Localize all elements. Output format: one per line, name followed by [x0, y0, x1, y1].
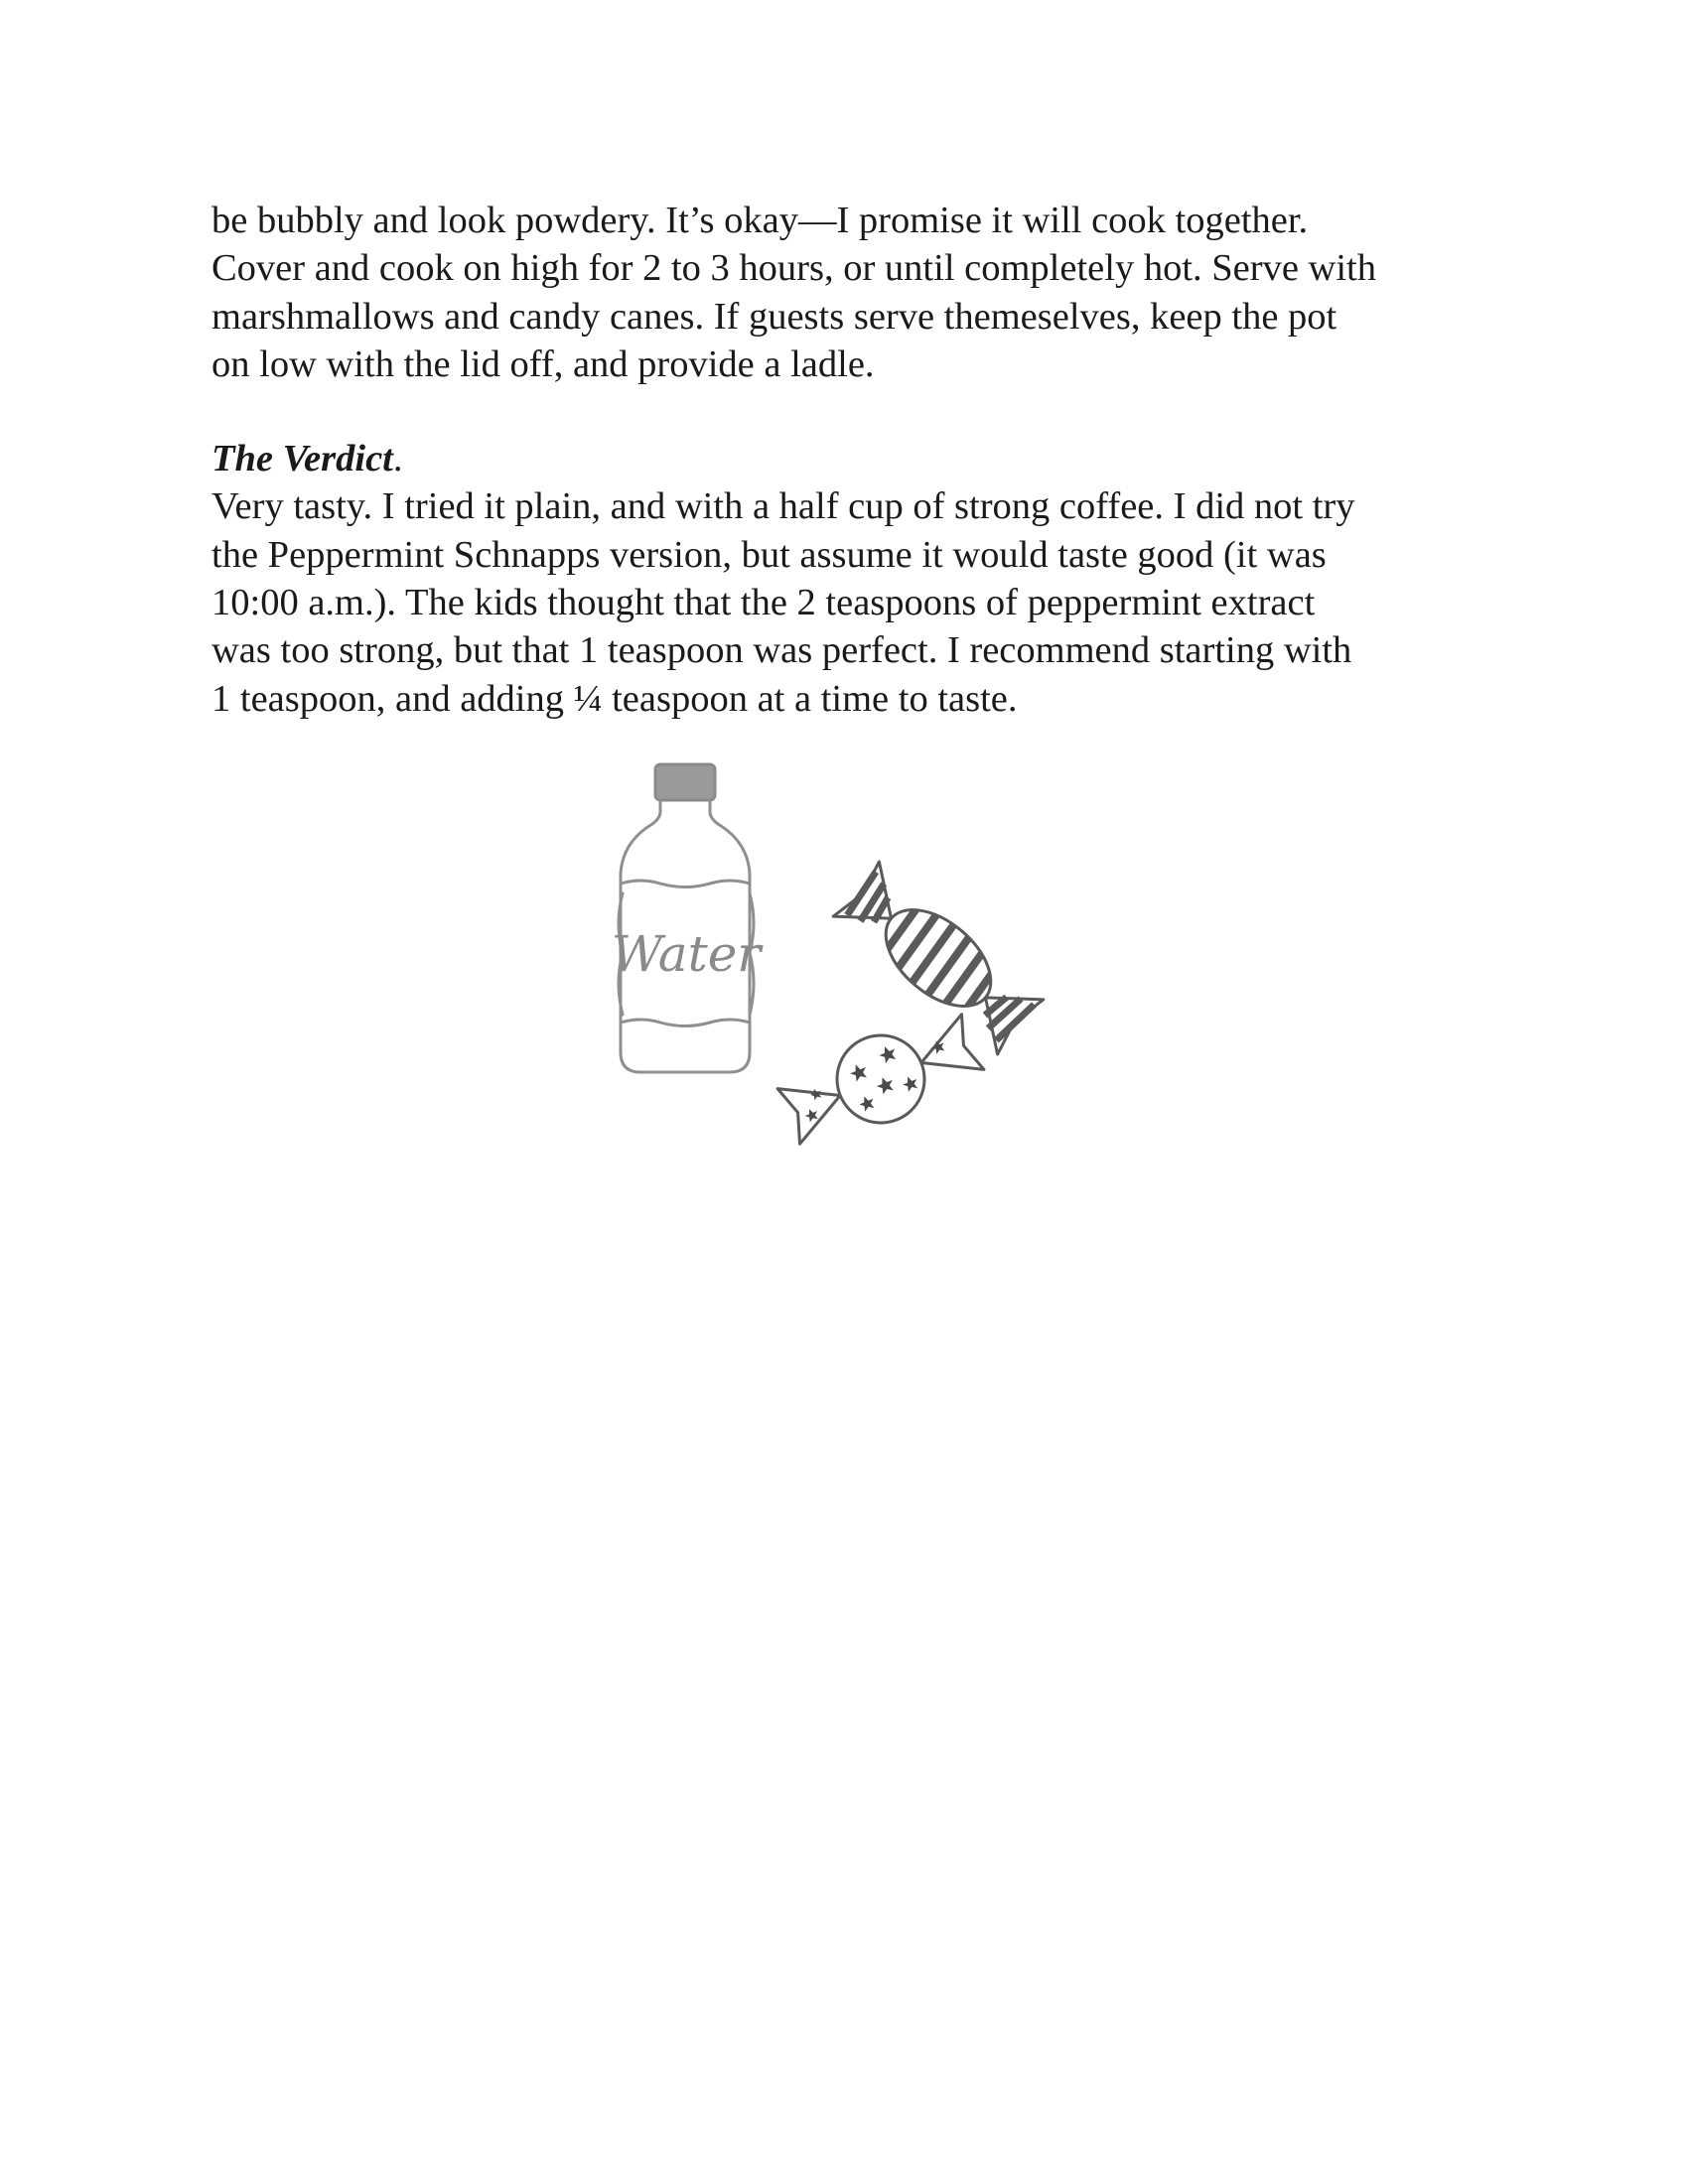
paragraph-instructions — [211, 197, 1502, 388]
striped-candy-icon — [831, 859, 1047, 1057]
text-line: Very tasty. I tried it plain, and with a half cup of strong coffee. I did not try — [211, 485, 1355, 528]
verdict-heading-text: The Verdict — [211, 438, 393, 480]
text-line: 10:00 a.m.). The kids thought that the 2 teaspoons of peppermint extract — [211, 582, 1316, 624]
illustration — [601, 754, 1097, 1171]
text-line: the Peppermint Schnapps version, but assume it would taste good (it was — [211, 533, 1327, 576]
paragraph-spacer — [211, 388, 1502, 435]
water-bottle-icon — [612, 764, 765, 1072]
text-line: marshmallows and candy canes. If guests serve themeselves, keep the pot — [211, 295, 1337, 338]
text-line: be bubbly and look powdery. It’s okay—I promise it will cook together. — [211, 200, 1309, 241]
verdict-heading-period: . — [392, 438, 403, 480]
bottle-label: Water — [611, 925, 762, 983]
text-line: on low with the lid off, and provide a ladle. — [211, 342, 875, 385]
text-line: was too strong, but that 1 teaspoon was perfect. I recommend starting with — [211, 629, 1352, 672]
verdict-heading — [211, 435, 1502, 482]
page-content — [211, 197, 1502, 723]
text-line: Cover and cook on high for 2 to 3 hours, or until completely hot. Serve with — [211, 247, 1376, 290]
paragraph-verdict — [211, 482, 1502, 722]
star-candy-icon — [773, 1002, 989, 1158]
text-line: 1 teaspoon, and adding ¼ teaspoon at a time to taste. — [211, 677, 1018, 720]
